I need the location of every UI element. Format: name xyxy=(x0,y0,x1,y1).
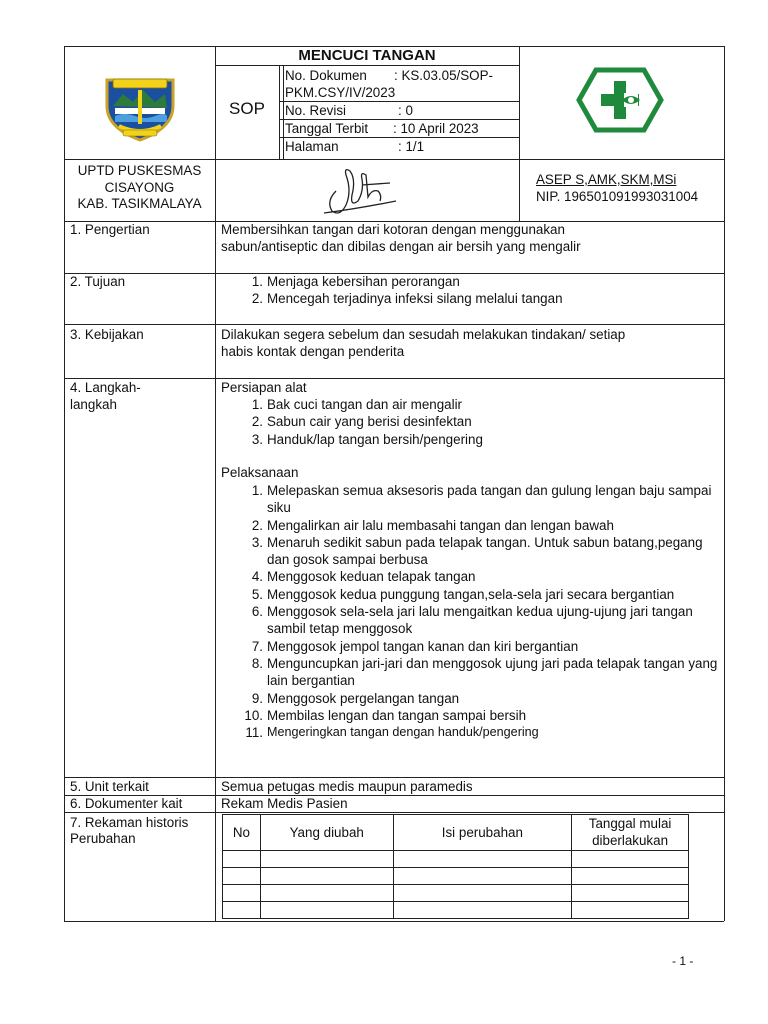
langkah-label-line-1: 4. Langkah- xyxy=(70,380,141,395)
header-bottom-line xyxy=(64,159,724,160)
dokumen-label: 6. Dokumenter kait xyxy=(70,796,183,811)
list-item: 3. Handuk/lap tangan bersih/pengering xyxy=(251,431,483,447)
tujuan-label: 2. Tujuan xyxy=(70,274,126,289)
list-item: 8. Menguncupkan jari-jari dan menggosok ujung jari pada telapak tangan yang lain bergantian xyxy=(251,655,718,689)
list-item: 7. Menggosok jempol tangan kanan dan kiri bergantian xyxy=(251,638,579,654)
pelaksanaan-list xyxy=(221,482,721,741)
table-row xyxy=(223,868,689,885)
table-header-row xyxy=(223,815,689,851)
pelaksanaan-title: Pelaksanaan xyxy=(221,465,299,480)
dokumen-bottom-line xyxy=(64,812,724,813)
column-header-yang-diubah: Yang diubah xyxy=(260,815,393,851)
tujuan-bottom-line xyxy=(64,324,724,325)
list-item: 11. Mengeringkan tangan dengan handuk/pengering xyxy=(245,725,539,741)
persiapan-list xyxy=(221,396,716,448)
list-item: 1. Menjaga kebersihan perorangan xyxy=(251,274,460,289)
list-item: 10. Membilas lengan dan tangan sampai bersih xyxy=(244,707,527,723)
doc-number-value: : KS.03.05/SOP- xyxy=(394,68,493,83)
list-item: 2. Sabun cair yang berisi desinfektan xyxy=(251,414,472,430)
list-item: 3. Menaruh sedikit sabun pada telapak tangan. Untuk sabun batang,pegang dan gosok sampai berbusa xyxy=(251,534,703,568)
frame-right xyxy=(724,46,725,921)
header-right-divider xyxy=(519,46,520,221)
kebijakan-label: 3. Kebijakan xyxy=(70,327,144,342)
info-inner-left-line xyxy=(283,65,284,159)
org-name-line-3: KAB. TASIKMALAYA xyxy=(77,196,202,211)
page-value: : 1/1 xyxy=(398,139,425,154)
list-item: 2. Mengalirkan air lalu membasahi tangan dan lengan bawah xyxy=(251,517,614,533)
rekaman-label-line-2: Perubahan xyxy=(70,831,136,846)
rekaman-label-line-1: 7. Rekaman historis xyxy=(70,815,189,830)
kab-tasikmalaya-emblem xyxy=(103,76,177,142)
table-row xyxy=(223,885,689,902)
title-bottom-line xyxy=(215,65,519,66)
pengertian-text-line-1: Membersihkan tangan dari kotoran dengan menggunakan xyxy=(221,222,565,237)
org-name-line-1: UPTD PUSKESMAS xyxy=(77,163,202,178)
langkah-label-line-2: langkah xyxy=(70,397,117,412)
kebijakan-bottom-line xyxy=(64,378,724,379)
revision-value: : 0 xyxy=(398,103,413,118)
sop-divider xyxy=(279,65,280,159)
list-item: 4. Menggosok keduan telapak tangan xyxy=(251,569,476,585)
published-value: : 10 April 2023 xyxy=(393,121,479,136)
list-item: 5. Menggosok kedua punggung tangan,sela-sela jari secara bergantian xyxy=(251,586,675,602)
tujuan-list xyxy=(221,273,716,308)
revision-label: No. Revisi xyxy=(285,103,347,118)
kebijakan-text-line-1: Dilakukan segera sebelum dan sesudah melakukan tindakan/ setiap xyxy=(221,327,626,342)
list-item: 1. Melepaskan semua aksesoris pada tangan dan gulung lengan baju sampai siku xyxy=(251,483,712,516)
published-label: Tanggal Terbit xyxy=(285,121,369,136)
persiapan-title: Persiapan alat xyxy=(221,380,307,395)
org-name-line-2: CISAYONG xyxy=(104,180,175,195)
doc-number-label: No. Dokumen xyxy=(285,68,367,83)
dokumen-value: Rekam Medis Pasien xyxy=(221,796,348,811)
handwritten-signature xyxy=(316,161,402,219)
page-label: Halaman xyxy=(285,139,339,154)
pengertian-text-line-2: sabun/antiseptic dan dibilas dengan air bersih yang mengalir xyxy=(221,239,581,254)
unit-value: Semua petugas medis maupun paramedis xyxy=(221,779,473,794)
unit-label: 5. Unit terkait xyxy=(70,779,149,794)
signer-name: ASEP S,AMK,SKM,MSi xyxy=(536,172,677,187)
column-header-no: No xyxy=(223,815,261,851)
page-number: - 1 - xyxy=(672,954,694,968)
column-header-isi-perubahan: Isi perubahan xyxy=(393,815,572,851)
frame-bottom xyxy=(64,921,724,922)
list-item: 6. Menggosok sela-sela jari lalu mengaitkan kedua ujung-ujung jari tangan sambil tetap menggosok xyxy=(251,604,693,637)
column-header-tanggal: Tanggal mulai diberlakukan xyxy=(572,815,689,851)
signer-nip: NIP. 196501091993031004 xyxy=(536,189,699,204)
list-item: 1. Bak cuci tangan dan air mengalir xyxy=(251,397,463,412)
table-row xyxy=(223,851,689,868)
sop-label: SOP xyxy=(229,99,265,118)
table-row xyxy=(223,902,689,919)
pengertian-label: 1. Pengertian xyxy=(70,222,150,237)
label-column-divider xyxy=(215,46,216,921)
revision-history-table xyxy=(222,814,689,919)
list-item: 2. Mencegah terjadinya infeksi silang melalui tangan xyxy=(251,291,563,307)
puskesmas-logo xyxy=(576,67,664,133)
document-title: MENCUCI TANGAN xyxy=(298,47,436,64)
list-item: 9. Menggosok pergelangan tangan xyxy=(251,690,460,706)
doc-number-value-cont: PKM.CSY/IV/2023 xyxy=(285,85,396,100)
kebijakan-text-line-2: habis kontak dengan penderita xyxy=(221,344,405,359)
